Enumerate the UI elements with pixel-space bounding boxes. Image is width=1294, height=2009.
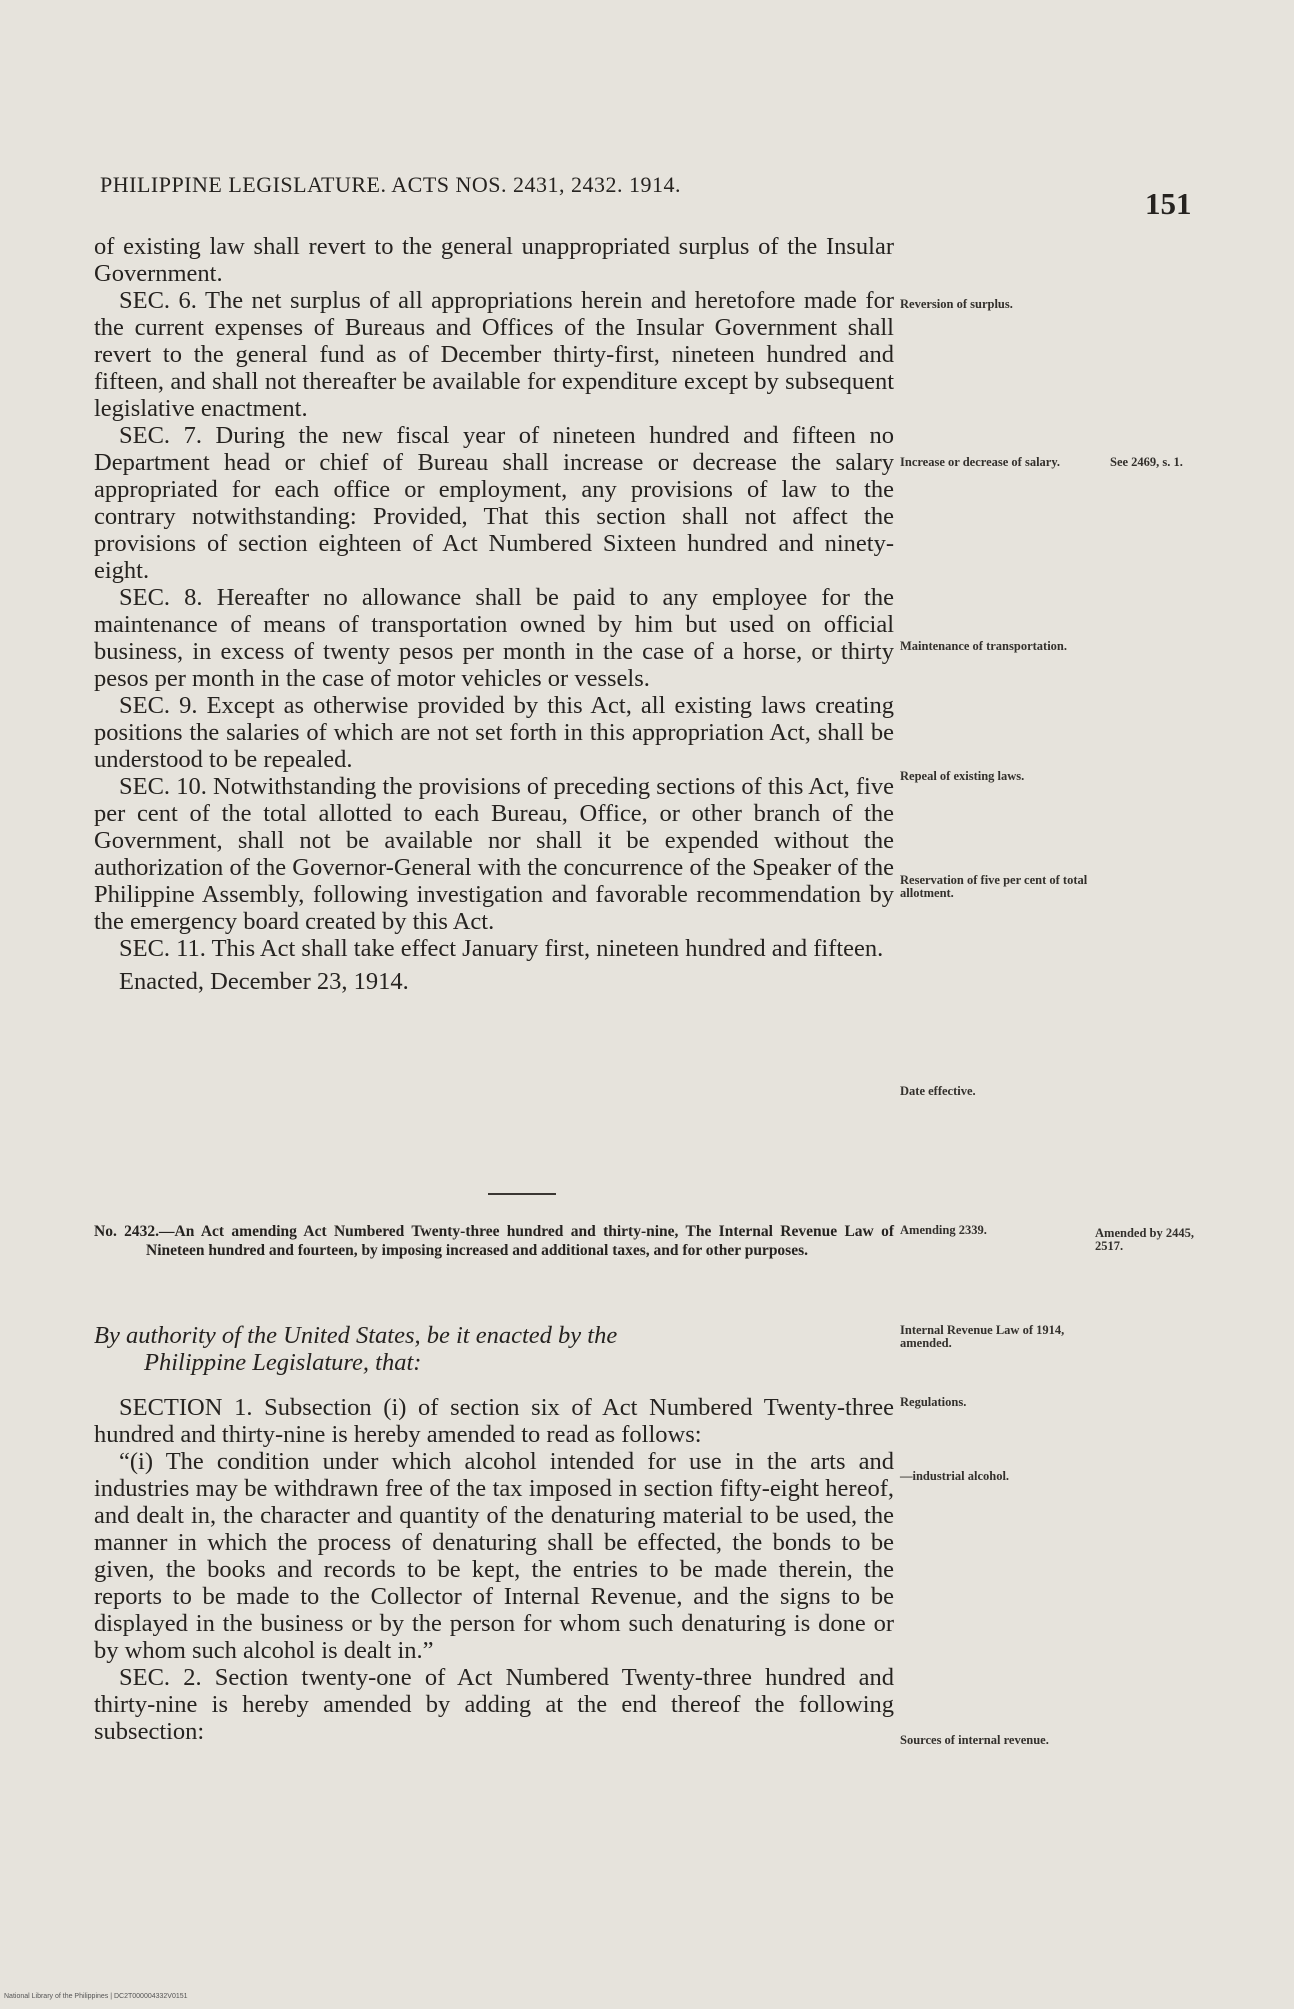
- margin-note-repeal: Repeal of existing laws.: [900, 769, 1025, 783]
- margin-note-regulations: Regulations.: [900, 1395, 967, 1409]
- section-divider: [488, 1193, 556, 1195]
- margin-note-sources: Sources of internal revenue.: [900, 1733, 1049, 1747]
- paragraph-subsection-i: “(i) The condition under which alcohol intended for use in the arts and industries may be withdrawn free of the tax imposed in section fifty-eight hereof, and dealt in, the character and quantity of the denaturing material to be used, the manner in which the process of denaturing shall be effected, the bonds to be given, the books and records to be kept, the entries to be made therein, the reports to be made to the Collector of Internal Revenue, and the signs to be displayed in the business or by the person for whom such denaturing is done or by whom such alcohol is dealt in.”: [94, 1448, 894, 1664]
- enacted-date: Enacted, December 23, 1914.: [119, 968, 409, 995]
- paragraph-sec-6: SEC. 6. The net surplus of all appropriations herein and heretofore made for the current expenses of Bureaus and Offices of the Insular Government shall revert to the general fund as of December thirty-first, nineteen hundred and fifteen, and shall not thereafter be available for expenditure except by subsequent legislative enactment.: [94, 287, 894, 422]
- margin-note-amended-ref: Amended by 2445, 2517.: [1095, 1226, 1194, 1253]
- margin-note-amending: Amending 2339.: [900, 1223, 987, 1237]
- body-section-act-2432: [94, 1394, 894, 1745]
- page-number: 151: [1145, 186, 1192, 221]
- paragraph-sec-11: SEC. 11. This Act shall take effect January first, nineteen hundred and fifteen.: [119, 935, 884, 962]
- act-title: No. 2432.—An Act amending Act Numbered Twenty-three hundred and thirty-nine, The Internal Revenue Law of Nineteen hundred and fourteen, by imposing increased and additional taxes, and for other purposes.: [94, 1223, 894, 1259]
- paragraph-sec-2: SEC. 2. Section twenty-one of Act Numbered Twenty-three hundred and thirty-nine is hereby amended by adding at the end thereof the following subsection:: [94, 1664, 894, 1745]
- archive-footer: National Library of the Philippines | DC2T000004332V0151: [4, 1993, 188, 2000]
- margin-note-reservation: Reservation of five per cent of total allotment.: [900, 873, 1088, 900]
- margin-note-reversion: Reversion of surplus.: [900, 297, 1013, 311]
- margin-note-transport: Maintenance of transportation.: [900, 639, 1067, 653]
- paragraph-sec-7: SEC. 7. During the new fiscal year of nineteen hundred and fifteen no Department head or chief of Bureau shall increase or decrease the salary appropriated for each office or employment, any provisions of law to the contrary notwithstanding: Provided, That this section shall not affect the provisions of section eighteen of Act Numbered Sixteen hundred and ninety-eight.: [94, 422, 894, 584]
- enacting-clause: [94, 1322, 894, 1376]
- paragraph-sec-8: SEC. 8. Hereafter no allowance shall be paid to any employee for the maintenance of means of transportation owned by him but used on official business, in excess of twenty pesos per month in the case of a horse, or thirty pesos per month in the case of motor vehicles or vessels.: [94, 584, 894, 692]
- margin-note-irl: Internal Revenue Law of 1914, amended.: [900, 1323, 1065, 1350]
- enacting-line-2: Philippine Legislature, that:: [144, 1349, 422, 1376]
- margin-note-date: Date effective.: [900, 1084, 976, 1098]
- body-section-act-2431: [94, 233, 894, 995]
- margin-note-industrial: —industrial alcohol.: [900, 1469, 1010, 1483]
- running-title: PHILIPPINE LEGISLATURE. ACTS NOS. 2431, 2432. 1914.: [100, 172, 682, 197]
- margin-note-salary: Increase or decrease of salary.: [900, 455, 1061, 469]
- paragraph-section-1: SECTION 1. Subsection (i) of section six of Act Numbered Twenty-three hundred and thirty-nine is hereby amended to read as follows:: [94, 1394, 894, 1448]
- paragraph-sec-9: SEC. 9. Except as otherwise provided by this Act, all existing laws creating positions the salaries of which are not set forth in this appropriation Act, shall be understood to be repealed.: [94, 692, 894, 773]
- paragraph-sec-10: SEC. 10. Notwithstanding the provisions of preceding sections of this Act, five per cent of the total allotted to each Bureau, Office, or other branch of the Government, shall not be available nor shall it be expended without the authorization of the Governor-General with the concurrence of the Speaker of the Philippine Assembly, following investigation and favorable recommendation by the emergency board created by this Act.: [94, 773, 894, 935]
- enacting-line-1: By authority of the United States, be it enacted by the: [94, 1322, 618, 1349]
- margin-note-salary-ref: See 2469, s. 1.: [1110, 455, 1183, 469]
- paragraph-continuation: of existing law shall revert to the general unappropriated surplus of the Insular Government.: [94, 233, 894, 287]
